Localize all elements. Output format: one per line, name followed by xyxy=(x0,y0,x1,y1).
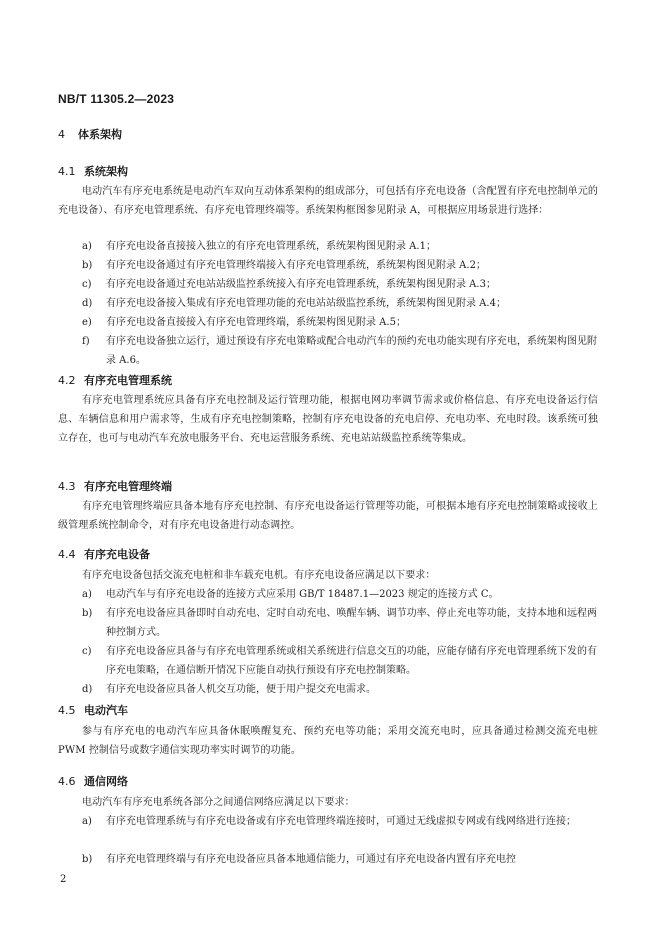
list-item xyxy=(82,585,597,604)
section-title: 体系架构 xyxy=(78,128,122,141)
list-item xyxy=(82,332,597,370)
section-4-3-heading xyxy=(58,478,172,494)
list-label: a) xyxy=(82,816,92,827)
list-item xyxy=(82,604,597,642)
section-4-1-intro: 电动汽车有序充电系统是电动汽车双向互动体系架构的组成部分，可包括有序充电设备（含配置有序充电控制单元的充电设备）、有序充电管理系统、有序充电管理终端等。系统架构框图参见附录 A，可根据应用场景进行选择： xyxy=(58,186,598,216)
list-text: 有序充电设备接入集成有序充电管理功能的充电站站级监控系统，系统架构图见附录 A.4； xyxy=(106,298,506,309)
list-label: b) xyxy=(82,854,93,865)
section-title: 有序充电设备 xyxy=(84,548,150,561)
standard-number: NB/T 11305.2—2023 xyxy=(58,92,175,106)
section-number: 4.4 xyxy=(58,548,76,561)
list-text: 有序充电管理系统与有序充电设备或有序充电管理终端连接时，可通过无线虚拟专网或有线网络进行连接； xyxy=(106,816,576,827)
list-text: 有序充电设备直接接入独立的有序充电管理系统，系统架构图见附录 A.1； xyxy=(106,241,436,252)
list-item xyxy=(82,275,597,294)
list-text: 有序充电设备应具备与有序充电管理系统或相关系统进行信息交互的功能，应能存储有序充电管理系统下发的有序充电策略，在通信断开情况下应能自动执行预设有序充电控制策略。 xyxy=(106,646,597,676)
page-number: 2 xyxy=(60,874,67,885)
list-text: 有序充电设备应具备即时自动充电、定时自动充电、唤醒车辆、调节功率、停止充电等功能，支持本地和远程两种控制方式。 xyxy=(106,608,597,638)
list-label: a) xyxy=(82,589,92,600)
list-item xyxy=(82,313,597,332)
section-4-1-heading xyxy=(58,163,128,179)
list-label: c) xyxy=(82,279,92,290)
list-item xyxy=(82,294,597,313)
list-label: c) xyxy=(82,646,92,657)
section-title: 有序充电管理终端 xyxy=(84,480,172,493)
section-number: 4.1 xyxy=(58,165,76,178)
section-4-6-heading xyxy=(58,773,128,789)
list-text: 有序充电设备应具备人机交互功能，便于用户提交充电需求。 xyxy=(106,684,376,695)
section-4-2-text: 有序充电管理系统应具备有序充电控制及运行管理功能，根据电网功率调节需求或价格信息、有序充电设备运行信息、车辆信息和用户需求等，生成有序充电控制策略，控制有序充电设备的充电启停、充电功率、充电时段。该系统可独立存在，也可与电动汽车充放电服务平台、充电运营服务系统、充电站站级监控系统等集成。 xyxy=(58,395,598,444)
section-number: 4.3 xyxy=(58,480,76,493)
list-text: 有序充电设备直接接入有序充电管理终端，系统架构图见附录 A.5； xyxy=(106,317,406,328)
list-text: 有序充电设备独立运行，通过预设有序充电策略或配合电动汽车的预约充电功能实现有序充电，系统架构图见附录 A.6。 xyxy=(106,336,597,366)
list-label: f) xyxy=(82,336,90,347)
list-text: 电动汽车与有序充电设备的连接方式应采用 GB/T 18487.1—2023 规定的连接方式 C。 xyxy=(106,589,499,600)
section-4-5-text: 参与有序充电的电动汽车应具备休眠唤醒复充、预约充电等功能；采用交流充电时，应具备通过检测交流充电桩 PWM 控制信号或数字通信实现功率实时调节的功能。 xyxy=(58,726,598,756)
list-label: e) xyxy=(82,317,92,328)
section-title: 电动汽车 xyxy=(84,704,128,717)
section-4-6-intro: 电动汽车有序充电系统各部分之间通信网络应满足以下要求： xyxy=(82,797,355,808)
list-label: b) xyxy=(82,608,93,619)
list-item xyxy=(82,680,597,699)
list-label: d) xyxy=(82,684,93,695)
section-number: 4.6 xyxy=(58,775,76,788)
list-text: 有序充电设备通过充电站站级监控系统接入有序充电管理系统，系统架构图见附录 A.3； xyxy=(106,279,496,290)
section-4-4-intro: 有序充电设备包括交流充电桩和非车载充电机。有序充电设备应满足以下要求： xyxy=(82,570,436,581)
list-item xyxy=(82,812,597,831)
list-item xyxy=(82,237,597,256)
section-title: 系统架构 xyxy=(84,165,128,178)
section-title: 通信网络 xyxy=(84,775,128,788)
section-4-heading xyxy=(58,126,122,142)
section-4-3-text: 有序充电管理终端应具备本地有序充电控制、有序充电设备运行管理等功能，可根据本地有序充电控制策略或接收上级管理系统控制命令，对有序充电设备进行动态调控。 xyxy=(58,501,598,531)
list-item xyxy=(82,850,597,869)
section-4-5-heading xyxy=(58,702,128,718)
list-label: d) xyxy=(82,298,93,309)
list-label: b) xyxy=(82,260,93,271)
section-number: 4.2 xyxy=(58,374,76,387)
section-number: 4 xyxy=(58,128,65,141)
list-label: a) xyxy=(82,241,92,252)
list-text: 有序充电管理终端与有序充电设备应具备本地通信能力，可通过有序充电设备内置有序充电控 xyxy=(106,854,516,865)
section-4-4-heading xyxy=(58,546,150,562)
list-item xyxy=(82,642,597,680)
list-item xyxy=(82,256,597,275)
list-text: 有序充电设备通过有序充电管理终端接入有序充电管理系统，系统架构图见附录 A.2； xyxy=(106,260,486,271)
section-title: 有序充电管理系统 xyxy=(84,374,172,387)
section-number: 4.5 xyxy=(58,704,76,717)
section-4-2-heading xyxy=(58,372,172,388)
